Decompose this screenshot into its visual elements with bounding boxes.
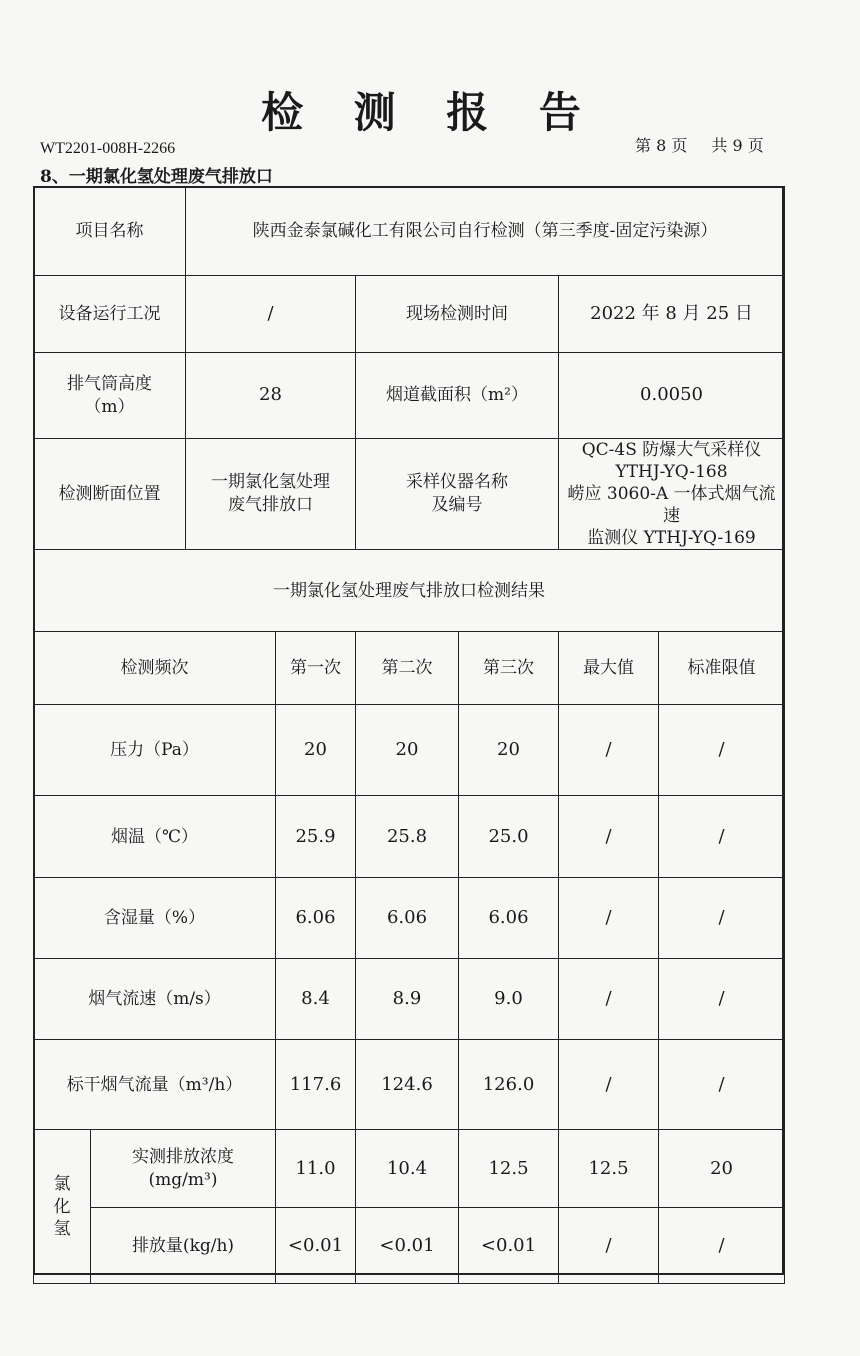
cell-third: 25.0 [459, 796, 559, 878]
cell-second: <0.01 [356, 1208, 459, 1284]
condition-row [34, 276, 785, 353]
cell-first: 11.0 [276, 1130, 356, 1208]
instrument-label [356, 439, 559, 550]
header-first: 第一次 [276, 632, 356, 705]
project-value: 陕西金泰氯碱化工有限公司自行检测（第三季度-固定污染源） [186, 187, 785, 276]
cell-max: / [559, 705, 659, 796]
hcl-char-3: 氢 [53, 1219, 71, 1240]
row-label: 标干烟气流量（m³/h） [34, 1040, 276, 1130]
table-row [34, 705, 785, 796]
cell-second: 10.4 [356, 1130, 459, 1208]
header-frequency: 检测频次 [34, 632, 276, 705]
cell-third: 20 [459, 705, 559, 796]
table-row [34, 878, 785, 959]
rate-label: 排放量(kg/h) [91, 1208, 276, 1284]
header-third: 第三次 [459, 632, 559, 705]
table-row [34, 1040, 785, 1130]
cell-max: 12.5 [559, 1130, 659, 1208]
height-label-line2: （m） [84, 396, 135, 417]
header-max: 最大值 [559, 632, 659, 705]
cell-first: <0.01 [276, 1208, 356, 1284]
instrument-line3: 崂应 3060-A 一体式烟气流速 [567, 484, 776, 527]
cell-first: 6.06 [276, 878, 356, 959]
instrument-label-line1: 采样仪器名称 [406, 472, 508, 493]
project-row [34, 187, 785, 276]
position-row [34, 439, 785, 550]
document-number: WT2201-008H-2266 [40, 140, 176, 157]
cell-max: / [559, 1040, 659, 1130]
position-value-line2: 废气排放口 [228, 495, 313, 516]
time-value: 2022 年 8 月 25 日 [559, 276, 785, 353]
cell-third: 6.06 [459, 878, 559, 959]
condition-label: 设备运行工况 [34, 276, 186, 353]
table-row [34, 796, 785, 878]
instrument-line4: 监测仪 YTHJ-YQ-169 [587, 528, 756, 549]
page-total: 共 9 页 [711, 136, 764, 155]
cell-max: / [559, 959, 659, 1040]
cell-third: 12.5 [459, 1130, 559, 1208]
concentration-label-line2: (mg/m³) [148, 1169, 218, 1190]
cell-first: 20 [276, 705, 356, 796]
instrument-label-line2: 及编号 [431, 495, 483, 516]
cell-third: 126.0 [459, 1040, 559, 1130]
concentration-label [91, 1130, 276, 1208]
report-title: 检 测 报 告 [261, 88, 599, 137]
header-limit: 标准限值 [659, 632, 785, 705]
concentration-label-line1: 实测排放浓度 [132, 1147, 234, 1168]
cell-limit: / [659, 1208, 785, 1284]
time-label: 现场检测时间 [356, 276, 559, 353]
cell-limit: / [659, 1040, 785, 1130]
cell-second: 20 [356, 705, 459, 796]
cell-limit: / [659, 705, 785, 796]
cell-second: 124.6 [356, 1040, 459, 1130]
hcl-group-label [34, 1130, 91, 1284]
header-second: 第二次 [356, 632, 459, 705]
row-label: 烟温（℃） [34, 796, 276, 878]
results-header-row [34, 632, 785, 705]
page-number: 第 8 页 [635, 136, 688, 155]
instrument-line1: QC-4S 防爆大气采样仪 [581, 440, 762, 460]
cell-limit: 20 [659, 1130, 785, 1208]
project-label: 项目名称 [34, 187, 186, 276]
results-title-row [34, 550, 785, 632]
cell-third: <0.01 [459, 1208, 559, 1284]
cell-third: 9.0 [459, 959, 559, 1040]
results-title: 一期氯化氢处理废气排放口检测结果 [34, 550, 785, 632]
hcl-concentration-row [34, 1130, 785, 1208]
cell-first: 8.4 [276, 959, 356, 1040]
hcl-char-2: 化 [53, 1196, 71, 1217]
cell-max: / [559, 796, 659, 878]
height-value: 28 [186, 353, 356, 439]
hcl-char-1: 氯 [53, 1173, 71, 1194]
row-label: 压力（Pa） [34, 705, 276, 796]
cell-first: 117.6 [276, 1040, 356, 1130]
cell-limit: / [659, 796, 785, 878]
position-value [186, 439, 356, 550]
cell-limit: / [659, 878, 785, 959]
area-value: 0.0050 [559, 353, 785, 439]
row-label: 含湿量（%） [34, 878, 276, 959]
position-label: 检测断面位置 [34, 439, 186, 550]
cell-limit: / [659, 959, 785, 1040]
cell-max: / [559, 878, 659, 959]
condition-value: / [186, 276, 356, 353]
position-value-line1: 一期氯化氢处理 [211, 472, 330, 493]
cell-second: 6.06 [356, 878, 459, 959]
table-row [34, 959, 785, 1040]
cell-second: 25.8 [356, 796, 459, 878]
stack-row [34, 353, 785, 439]
area-label: 烟道截面积（m²） [356, 353, 559, 439]
hcl-rate-row [34, 1208, 785, 1284]
instrument-line2: YTHJ-YQ-168 [615, 462, 728, 483]
section-heading: 8、一期氯化氢处理废气排放口 [40, 167, 273, 187]
row-label: 烟气流速（m/s） [34, 959, 276, 1040]
height-label-line1: 排气筒高度 [67, 373, 152, 394]
page-indicator [635, 133, 788, 156]
cell-first: 25.9 [276, 796, 356, 878]
cell-max: / [559, 1208, 659, 1284]
report-table [33, 186, 785, 1284]
instrument-value [559, 439, 785, 550]
height-label [34, 353, 186, 439]
cell-second: 8.9 [356, 959, 459, 1040]
